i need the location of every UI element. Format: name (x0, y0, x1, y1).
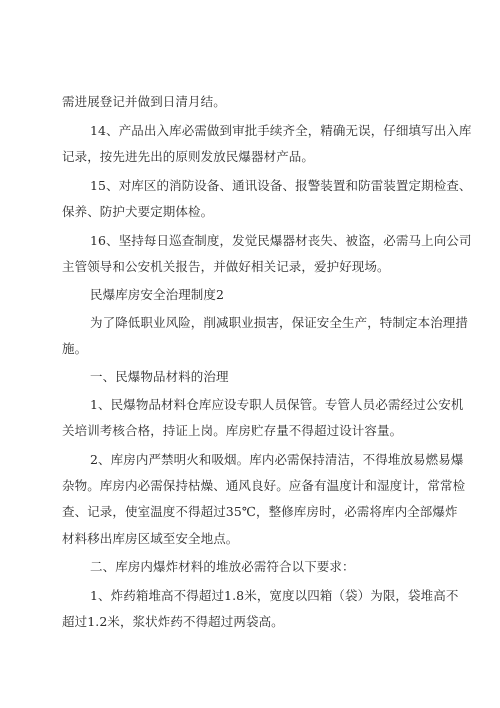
text-line: 15、对库区的消防设备、通讯设备、报警装置和防雷装置定期检查、 (90, 178, 472, 193)
section-heading: 一、民爆物品材料的治理 (90, 369, 229, 384)
text-line: 2、库房内严禁明火和吸烟。库内必需保持清洁，不得堆放易燃易爆 (90, 452, 464, 467)
text-line: 1、民爆物品材料仓库应设专职人员保管。专管人员必需经过公安机 (90, 397, 464, 412)
text-line: 记录，按先进先出的原则发放民爆器材产品。 (62, 149, 315, 164)
text-line: 14、产品出入库必需做到审批手续齐全，精确无误，仔细填写出入库 (90, 123, 472, 138)
text-line: 主管领导和公安机关报告，并做好相关记录，爱护好现场。 (62, 259, 390, 274)
text-line: 关培训考核合格，持证上岗。库房贮存量不得超过设计容量。 (62, 423, 403, 438)
text-line: 1、炸药箱堆高不得超过1.8米，宽度以四箱（袋）为限，袋堆高不 (90, 588, 459, 603)
text-line: 保养、防护犬要定期体检。 (62, 204, 214, 219)
section-heading: 二、库房内爆炸材料的堆放必需符合以下要求： (90, 559, 355, 574)
text-line: 材料移出库房区域至安全地点。 (62, 531, 239, 546)
text-line: 为了降低职业风险，削减职业损害，保证安全生产，特制定本治理措 (90, 315, 469, 330)
text-line: 超过1.2米，浆状炸药不得超过两袋高。 (62, 614, 284, 629)
text-line: 杂物。库房内必需保持枯燥、通风良好。应备有温度计和湿度计，常常检 (62, 478, 466, 493)
section-title: 民爆库房安全治理制度2 (90, 287, 225, 302)
text-line: 施。 (62, 341, 88, 356)
text-line: 需进展登记并做到日清月结。 (62, 94, 226, 109)
text-line: 16、坚持每日巡查制度，发觉民爆器材丧失、被盗，必需马上向公司 (90, 233, 472, 248)
text-line: 查、记录，使室温度不得超过35℃，整修库房时，必需将库内全部爆炸 (62, 504, 458, 519)
